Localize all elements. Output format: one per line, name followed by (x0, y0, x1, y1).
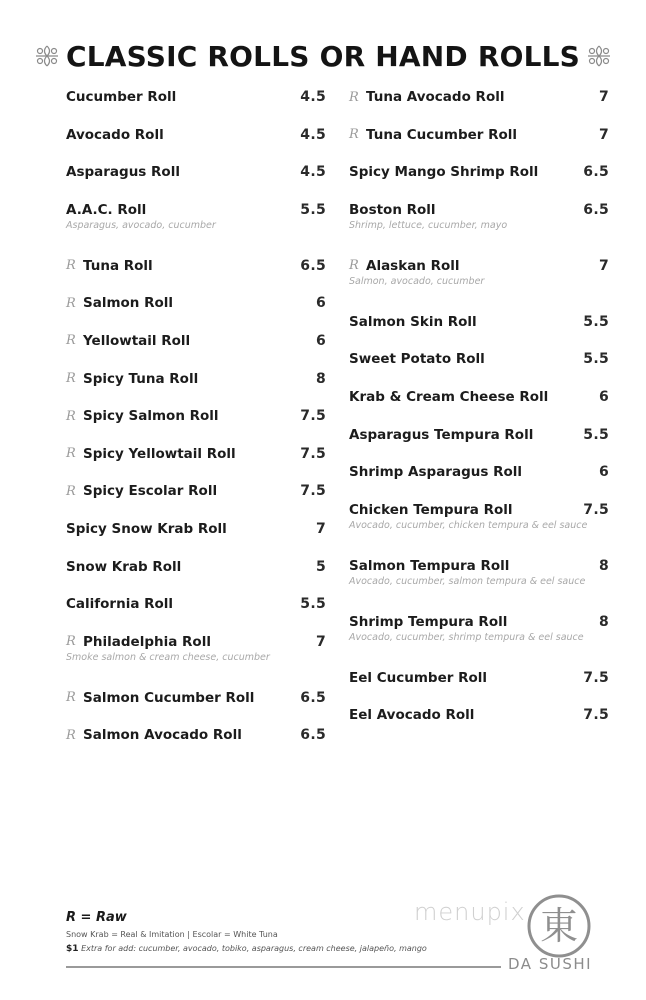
raw-marker-icon: R (66, 295, 76, 311)
menu-item-name (66, 596, 173, 612)
menu-item-price: 7.5 (583, 669, 609, 686)
menu-item-price: 7 (315, 520, 326, 537)
menu-item-description: Avocado, cucumber, chicken tempura & eel sauce (349, 519, 588, 531)
menu-item (349, 422, 609, 448)
menu-item-price: 5.5 (300, 596, 326, 613)
menu-item-price: 6 (315, 295, 326, 312)
menu-item (349, 84, 609, 110)
menu-item-label: California Roll (66, 596, 174, 613)
menu-item-label: Spicy Escolar Roll (83, 483, 218, 500)
menu-item-label: Salmon Skin Roll (349, 313, 477, 330)
menu-item-name (349, 427, 533, 443)
menu-item-price: 6.5 (583, 164, 609, 181)
menu-column-left (66, 84, 326, 760)
menu-item-label: Salmon Tempura Roll (349, 557, 510, 574)
menu-item-name (66, 127, 164, 143)
menu-item-name (66, 559, 181, 575)
raw-marker-icon: R (66, 408, 76, 424)
raw-marker-icon: R (349, 89, 359, 105)
menu-item-price: 6 (598, 464, 609, 481)
menu-item-name (349, 558, 509, 574)
raw-marker-icon: R (349, 258, 359, 274)
menu-item-label: Spicy Salmon Roll (83, 408, 219, 425)
menu-item-label: Eel Avocado Roll (349, 707, 475, 724)
menu-item (66, 253, 326, 279)
menu-item-name (349, 127, 517, 143)
menu-item (349, 122, 609, 148)
menu-item (66, 366, 326, 392)
menu-item-label: A.A.C. Roll (66, 201, 147, 218)
menu-item-name (349, 464, 522, 480)
menu-item-price: 7 (598, 126, 609, 143)
menu-item-label: Shrimp Tempura Roll (349, 613, 508, 630)
menu-item-label: Boston Roll (349, 201, 436, 218)
brand-name: DA SUSHI (508, 955, 593, 973)
menu-item-price: 7.5 (300, 483, 326, 500)
menu-item-name (349, 670, 487, 686)
menu-column-right (349, 84, 609, 740)
menu-item-price: 6 (315, 332, 326, 349)
floral-flourish-icon (34, 43, 60, 69)
menu-item (349, 459, 609, 485)
menu-item-name (66, 164, 180, 180)
menu-item-label: Salmon Cucumber Roll (83, 689, 255, 706)
menu-item (66, 84, 326, 110)
legend-note: Snow Krab = Real & Imitation | Escolar = White Tuna (66, 930, 278, 939)
menu-item (66, 403, 326, 429)
menu-item-price: 5.5 (583, 426, 609, 443)
menu-item (66, 722, 326, 748)
extra-note (66, 944, 427, 954)
menu-item-price: 6.5 (300, 727, 326, 744)
menu-item-label: Avocado Roll (66, 126, 164, 143)
menu-item-description: Avocado, cucumber, salmon tempura & eel sauce (349, 575, 586, 587)
watermark: menupix (414, 898, 526, 926)
menu-item-price: 6.5 (300, 689, 326, 706)
menu-item-name (66, 202, 146, 218)
menu-item-label: Spicy Snow Krab Roll (66, 520, 227, 537)
menu-item-label: Asparagus Tempura Roll (349, 426, 534, 443)
menu-item-label: Sweet Potato Roll (349, 351, 485, 368)
menu-item-name (349, 389, 548, 405)
raw-marker-icon: R (66, 258, 76, 274)
menu-item (66, 516, 326, 542)
menu-item-label: Tuna Roll (83, 257, 153, 274)
menu-item-label: Asparagus Roll (66, 164, 180, 181)
menu-item (66, 478, 326, 504)
menu-item-label: Tuna Avocado Roll (366, 89, 505, 105)
menu-item-price: 5 (315, 558, 326, 575)
menu-item-name (66, 521, 227, 537)
menu-item (349, 159, 609, 185)
menu-item-name (349, 351, 485, 367)
menu-item-description: Asparagus, avocado, cucumber (66, 219, 216, 231)
menu-item-name (349, 614, 507, 630)
menu-item (66, 122, 326, 148)
menu-item-name (66, 483, 217, 499)
menu-item-description: Salmon, avocado, cucumber (349, 275, 485, 287)
menu-item-label: Salmon Avocado Roll (83, 727, 242, 744)
menu-item-price: 7 (598, 257, 609, 274)
menu-item-name (66, 727, 242, 743)
raw-marker-icon: R (349, 127, 359, 143)
menu-item-label: Spicy Mango Shrimp Roll (349, 164, 539, 181)
raw-marker-icon: R (66, 634, 76, 650)
menu-item-price: 6.5 (300, 257, 326, 274)
menu-item (66, 591, 326, 617)
raw-marker-icon: R (66, 727, 76, 743)
menu-item-label: Snow Krab Roll (66, 558, 182, 575)
menu-item (349, 665, 609, 691)
menu-item-price: 5.5 (583, 313, 609, 330)
menu-item-name (66, 295, 173, 311)
menu-item-price: 7 (598, 89, 609, 105)
menu-item-label: Krab & Cream Cheese Roll (349, 388, 549, 405)
menu-header (0, 36, 646, 76)
raw-marker-icon: R (66, 333, 76, 349)
menu-item-price: 6 (598, 388, 609, 405)
extra-note-text: Extra for add: cucumber, avocado, tobiko, asparagus, cream cheese, jalapeño, mango (81, 944, 427, 953)
menu-item-price: 8 (598, 557, 609, 574)
menu-item-name (349, 89, 504, 105)
raw-marker-icon: R (66, 446, 76, 462)
menu-item-name (349, 258, 460, 274)
menu-item-price: 5.5 (583, 351, 609, 368)
menu-item-label: Chicken Tempura Roll (349, 501, 513, 518)
menu-item-name (66, 408, 219, 424)
menu-item (349, 346, 609, 372)
menu-item-price: 8 (315, 370, 326, 387)
menu-item-price: 7 (315, 633, 326, 650)
menu-item-label: Salmon Roll (83, 295, 174, 312)
menu-item-label: Cucumber Roll (66, 89, 177, 105)
menu-item-name (66, 634, 211, 650)
menu-item-price: 4.5 (300, 164, 326, 181)
menu-item-name (349, 314, 477, 330)
menu-item-name (66, 371, 198, 387)
menu-item (349, 702, 609, 728)
restaurant-logo-icon (526, 893, 592, 959)
page-title: CLASSIC ROLLS OR HAND ROLLS (65, 39, 581, 73)
menu-item (349, 309, 609, 335)
menu-item-name (349, 502, 513, 518)
menu-item-description: Smoke salmon & cream cheese, cucumber (66, 651, 270, 663)
menu-item-price: 7.5 (583, 707, 609, 724)
menu-item-name (349, 707, 474, 723)
raw-key-label: R = Raw (66, 910, 127, 925)
menu-item (66, 159, 326, 185)
menu-item-name (349, 164, 538, 180)
menu-item-description: Avocado, cucumber, shrimp tempura & eel sauce (349, 631, 584, 643)
menu-item-price: 7.5 (583, 501, 609, 518)
menu-item (66, 554, 326, 580)
menu-item (66, 290, 326, 316)
menu-item (66, 441, 326, 467)
menu-item-price: 7.5 (300, 445, 326, 462)
extra-price: $1 (66, 944, 79, 954)
menu-item-label: Spicy Tuna Roll (83, 370, 199, 387)
menu-item-label: Alaskan Roll (366, 257, 460, 274)
menu-item-price: 8 (598, 613, 609, 630)
menu-item-price: 4.5 (300, 126, 326, 143)
menu-legend (66, 910, 427, 954)
menu-item-label: Eel Cucumber Roll (349, 669, 488, 686)
menu-item-price: 5.5 (300, 201, 326, 218)
menu-item-price: 7.5 (300, 408, 326, 425)
raw-marker-icon: R (66, 483, 76, 499)
menu-item-price: 6.5 (583, 201, 609, 218)
menu-item-description: Shrimp, lettuce, cucumber, mayo (349, 219, 508, 231)
svg-text:東: 東 (539, 904, 579, 948)
menu-item-name (66, 89, 176, 105)
menu-item-label: Shrimp Asparagus Roll (349, 464, 523, 481)
menu-item-label: Yellowtail Roll (83, 332, 191, 349)
menu-item (66, 328, 326, 354)
floral-flourish-icon (586, 43, 612, 69)
menu-item-label: Spicy Yellowtail Roll (83, 445, 236, 462)
menu-item-price: 4.5 (300, 89, 326, 105)
menu-item-label: Philadelphia Roll (83, 633, 211, 650)
menu-item-name (66, 258, 153, 274)
menu-item-name (66, 446, 236, 462)
menu-item (66, 685, 326, 711)
menu-item-name (349, 202, 436, 218)
footer-divider (66, 966, 501, 968)
menu-item-name (66, 690, 254, 706)
raw-marker-icon: R (66, 690, 76, 706)
menu-item-label: Tuna Cucumber Roll (366, 126, 518, 143)
raw-marker-icon: R (66, 371, 76, 387)
menu-item (349, 384, 609, 410)
menu-item-name (66, 333, 190, 349)
